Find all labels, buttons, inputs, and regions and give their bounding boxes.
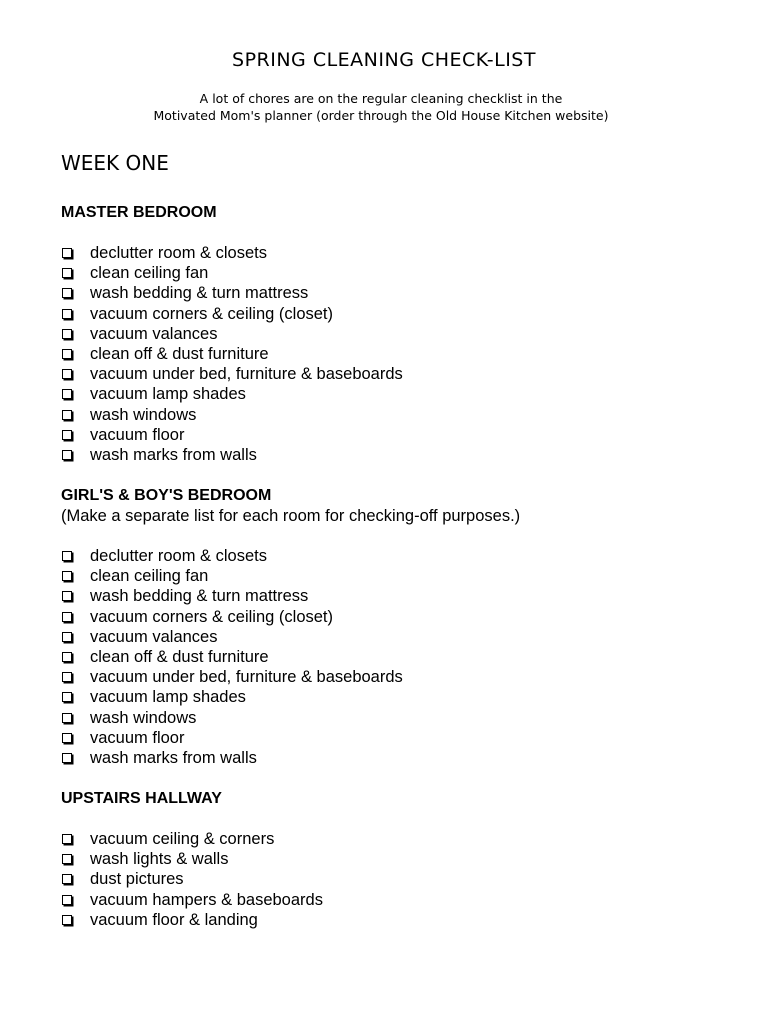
- checkbox[interactable]: [62, 591, 72, 601]
- section-heading: UPSTAIRS HALLWAY: [61, 790, 222, 807]
- checklist-item-label: wash bedding & turn mattress: [90, 587, 309, 606]
- checklist-item: [61, 263, 403, 283]
- checklist-item-label: declutter room & closets: [90, 244, 267, 262]
- checklist-item-label: vacuum floor & landing: [90, 910, 258, 929]
- checkbox[interactable]: [62, 430, 72, 440]
- checklist-item-label: vacuum under bed, furniture & baseboards: [90, 668, 403, 687]
- checklist-item: [61, 344, 403, 364]
- checklist-item-label: vacuum floor: [90, 425, 185, 444]
- checklist-item: [61, 728, 520, 748]
- checkbox[interactable]: [62, 854, 72, 864]
- section-master-bedroom: [61, 203, 403, 465]
- checkbox[interactable]: [62, 268, 72, 278]
- section-note: (Make a separate list for each room for checking-off purposes.): [61, 507, 521, 525]
- checklist-item-label: vacuum ceiling & corners: [90, 830, 275, 848]
- checklist-item: [61, 910, 323, 930]
- checklist-item: [61, 384, 403, 404]
- checklist-item: [61, 627, 520, 647]
- checklist-item: [61, 748, 520, 768]
- checklist-item-label: clean ceiling fan: [90, 264, 209, 283]
- checkbox[interactable]: [62, 329, 72, 339]
- checkbox[interactable]: [62, 834, 72, 844]
- section-kids-bedroom: [61, 486, 520, 768]
- checkbox[interactable]: [62, 612, 72, 622]
- checklist-item-label: vacuum valances: [90, 324, 218, 343]
- checklist-item-label: declutter room & closets: [90, 547, 267, 565]
- checklist-item: [61, 647, 520, 667]
- checklist-item: [61, 667, 520, 687]
- checklist-item: [61, 445, 403, 465]
- checkbox[interactable]: [62, 248, 72, 258]
- checklist-item: [61, 364, 403, 384]
- checklist-item: [61, 708, 520, 728]
- checkbox[interactable]: [62, 915, 72, 925]
- checklist-item-label: vacuum corners & ceiling (closet): [90, 304, 334, 323]
- checkbox[interactable]: [62, 652, 72, 662]
- checklist-item-label: wash marks from walls: [90, 748, 257, 767]
- checkbox[interactable]: [62, 692, 72, 702]
- checklist-item-label: wash windows: [90, 708, 197, 727]
- checkbox[interactable]: [62, 895, 72, 905]
- checklist-item-label: vacuum lamp shades: [90, 688, 246, 707]
- checkbox[interactable]: [62, 672, 72, 682]
- checklist-item-label: vacuum hampers & baseboards: [90, 890, 323, 909]
- checklist-item-label: vacuum corners & ceiling (closet): [90, 607, 334, 626]
- checkbox[interactable]: [62, 733, 72, 743]
- checklist-item: [61, 405, 403, 425]
- section-upstairs-hallway: [61, 789, 323, 930]
- checklist-item-label: wash bedding & turn mattress: [90, 284, 309, 303]
- checklist-item-label: dust pictures: [90, 870, 184, 889]
- checkbox[interactable]: [62, 349, 72, 359]
- checkbox[interactable]: [62, 389, 72, 399]
- checklist-item: [61, 304, 403, 324]
- checklist-item: [61, 849, 323, 869]
- checklist-item-label: vacuum floor: [90, 728, 185, 747]
- checklist-item-label: clean off & dust furniture: [90, 344, 269, 363]
- intro-text: [0, 90, 762, 124]
- checklist-item-label: vacuum under bed, furniture & baseboards: [90, 365, 403, 384]
- checklist-item-label: clean ceiling fan: [90, 567, 209, 586]
- checklist-item: [61, 546, 520, 566]
- checkbox[interactable]: [62, 571, 72, 581]
- checkbox[interactable]: [62, 410, 72, 420]
- checkbox[interactable]: [62, 632, 72, 642]
- checklist-item: [61, 869, 323, 889]
- checklist: [61, 829, 323, 930]
- document-title: SPRING CLEANING CHECK-LIST: [232, 49, 536, 71]
- checklist-item: [61, 607, 520, 627]
- checklist-item: [61, 687, 520, 707]
- checklist-item-label: wash windows: [90, 405, 197, 424]
- checklist-item: [61, 586, 520, 606]
- checklist-item-label: vacuum lamp shades: [90, 385, 246, 404]
- checkbox[interactable]: [62, 369, 72, 379]
- checkbox[interactable]: [62, 450, 72, 460]
- checkbox[interactable]: [62, 551, 72, 561]
- checklist: [61, 243, 403, 465]
- intro-line-2: Motivated Mom's planner (order through the Old House Kitchen website): [153, 108, 609, 123]
- checkbox[interactable]: [62, 309, 72, 319]
- checklist-item: [61, 283, 403, 303]
- week-title: WEEK ONE: [61, 151, 169, 175]
- checklist-item: [61, 566, 520, 586]
- checklist-item: [61, 243, 403, 263]
- checkbox[interactable]: [62, 288, 72, 298]
- checklist-item-label: wash marks from walls: [90, 445, 257, 464]
- intro-line-1: A lot of chores are on the regular cleaning checklist in the: [199, 91, 563, 106]
- checklist-item: [61, 425, 403, 445]
- checklist-item: [61, 324, 403, 344]
- checklist: [61, 546, 520, 768]
- checklist-item-label: vacuum valances: [90, 627, 218, 646]
- checkbox[interactable]: [62, 753, 72, 763]
- section-heading: GIRL'S & BOY'S BEDROOM: [61, 487, 272, 504]
- section-heading: MASTER BEDROOM: [61, 204, 217, 221]
- checklist-item: [61, 890, 323, 910]
- checkbox[interactable]: [62, 713, 72, 723]
- checkbox[interactable]: [62, 874, 72, 884]
- checklist-item-label: clean off & dust furniture: [90, 647, 269, 666]
- checklist-item: [61, 829, 323, 849]
- checklist-item-label: wash lights & walls: [90, 850, 229, 869]
